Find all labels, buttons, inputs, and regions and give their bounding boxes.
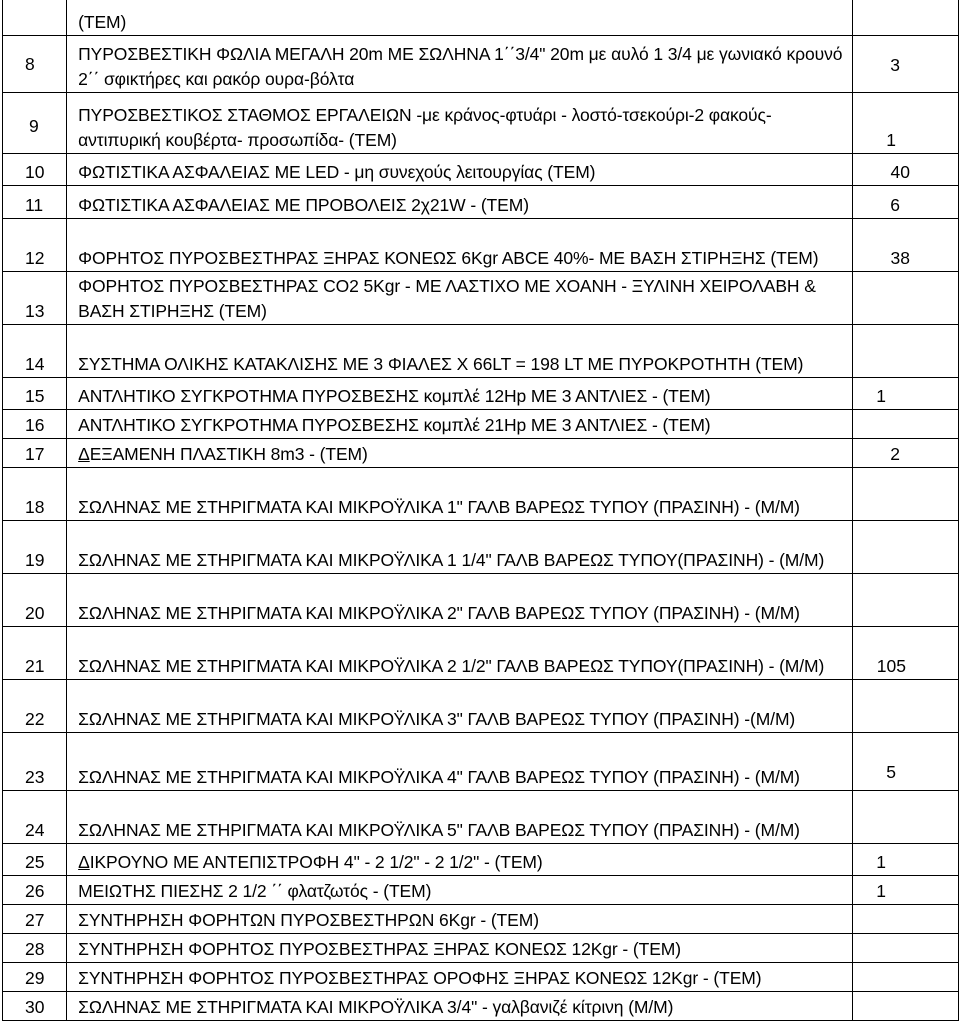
item-number-cell: 23	[3, 733, 67, 791]
table-row	[3, 378, 959, 410]
item-description-cell: ΣΥΝΤΗΡΗΣΗ ΦΟΡΗΤΟΣ ΠΥΡΟΣΒΕΣΤΗΡΑΣ ΟΡΟΦΗΣ ΞΗΡΑΣ ΚΟΝΕΩΣ 12Kgr - (ΤΕΜ)	[67, 963, 853, 992]
item-number-cell: 11	[3, 186, 67, 219]
item-quantity-cell	[852, 272, 958, 325]
item-description-cell: ΦΟΡΗΤΟΣ ΠΥΡΟΣΒΕΣΤΗΡΑΣ CO2 5Kgr - ΜΕ ΛΑΣΤΙΧΟ ΜΕ ΧΟΑΝΗ - ΞΥΛΙΝΗ ΧΕΙΡΟΛΑΒΗ & ΒΑΣΗ ΣΤΙΡΗΞΗΣ (ΤΕΜ)	[67, 272, 853, 325]
item-quantity-cell	[852, 934, 958, 963]
item-number-cell: 10	[3, 154, 67, 186]
item-number-cell: 22	[3, 680, 67, 733]
item-description-cell: ΑΝΤΛΗΤΙΚΟ ΣΥΓΚΡΟΤΗΜΑ ΠΥΡΟΣΒΕΣΗΣ κομπλέ 12Hp ΜΕ 3 ΑΝΤΛΙΕΣ - (ΤΕΜ)	[67, 378, 853, 410]
item-number-cell: 18	[3, 468, 67, 521]
item-quantity-cell	[852, 410, 958, 439]
item-description-cell: ΠΥΡΟΣΒΕΣΤΙΚΗ ΦΩΛΙΑ ΜΕΓΑΛΗ 20m ΜΕ ΣΩΛΗΝΑ 1΄΄3/4" 20m με αυλό 1 3/4 με γωνιακό κρουνό 2΄΄ σφικτήρες και ρακόρ ουρα-βόλτα	[67, 36, 853, 93]
item-quantity-cell	[852, 325, 958, 378]
table-row	[3, 468, 959, 521]
item-quantity-cell: 1	[852, 876, 958, 905]
item-description-cell: ΣΩΛΗΝΑΣ ΜΕ ΣΤΗΡΙΓΜΑΤΑ ΚΑΙ ΜΙΚΡΟΫΛΙΚΑ 2 1/2" ΓΑΛΒ ΒΑΡΕΩΣ ΤΥΠΟΥ(ΠΡΑΣΙΝΗ) - (Μ/Μ)	[67, 627, 853, 680]
item-quantity-cell: 2	[852, 439, 958, 468]
table-row	[3, 410, 959, 439]
item-description-cell: ΣΩΛΗΝΑΣ ΜΕ ΣΤΗΡΙΓΜΑΤΑ ΚΑΙ ΜΙΚΡΟΫΛΙΚΑ 1" ΓΑΛΒ ΒΑΡΕΩΣ ΤΥΠΟΥ (ΠΡΑΣΙΝΗ) - (Μ/Μ)	[67, 468, 853, 521]
table-row	[3, 627, 959, 680]
item-number-cell: 25	[3, 844, 67, 876]
item-quantity-cell	[852, 680, 958, 733]
item-description-cell: ΦΩΤΙΣΤΙΚΑ ΑΣΦΑΛΕΙΑΣ ΜΕ LED - μη συνεχούς λειτουργίας (ΤΕΜ)	[67, 154, 853, 186]
item-number-cell: 30	[3, 992, 67, 1021]
table-row	[3, 0, 959, 36]
item-description-cell: ΦΩΤΙΣΤΙΚΑ ΑΣΦΑΛΕΙΑΣ ΜΕ ΠΡΟΒΟΛΕΙΣ 2χ21W - (ΤΕΜ)	[67, 186, 853, 219]
item-description-cell: ΣΩΛΗΝΑΣ ΜΕ ΣΤΗΡΙΓΜΑΤΑ ΚΑΙ ΜΙΚΡΟΫΛΙΚΑ 3" ΓΑΛΒ ΒΑΡΕΩΣ ΤΥΠΟΥ (ΠΡΑΣΙΝΗ) -(Μ/Μ)	[67, 680, 853, 733]
item-number-cell: 29	[3, 963, 67, 992]
table-row	[3, 93, 959, 154]
item-quantity-cell	[852, 521, 958, 574]
table-row	[3, 844, 959, 876]
item-quantity-cell: 40	[852, 154, 958, 186]
item-number-cell: 9	[3, 93, 67, 154]
item-quantity-cell: 6	[852, 186, 958, 219]
item-quantity-cell: 1	[852, 378, 958, 410]
table-row	[3, 963, 959, 992]
item-description-cell: ΔΕΞΑΜΕΝΗ ΠΛΑΣΤΙΚΗ 8m3 - (ΤΕΜ)	[67, 439, 853, 468]
item-number-cell: 14	[3, 325, 67, 378]
item-quantity-cell	[852, 791, 958, 844]
item-quantity-cell: 1	[852, 844, 958, 876]
item-number-cell: 17	[3, 439, 67, 468]
item-description-cell: (ΤΕΜ)	[67, 0, 853, 36]
table-row	[3, 154, 959, 186]
item-number-cell: 21	[3, 627, 67, 680]
item-number-cell: 8	[3, 36, 67, 93]
table-row	[3, 521, 959, 574]
item-number-cell: 24	[3, 791, 67, 844]
table-row	[3, 733, 959, 791]
item-number-cell: 15	[3, 378, 67, 410]
table-row	[3, 791, 959, 844]
item-number-cell: 19	[3, 521, 67, 574]
table-row	[3, 905, 959, 934]
item-number-cell: 26	[3, 876, 67, 905]
item-quantity-cell	[852, 905, 958, 934]
item-number-cell: 16	[3, 410, 67, 439]
items-table	[2, 0, 959, 1021]
item-quantity-cell: 105	[852, 627, 958, 680]
item-description-cell: ΣΩΛΗΝΑΣ ΜΕ ΣΤΗΡΙΓΜΑΤΑ ΚΑΙ ΜΙΚΡΟΫΛΙΚΑ 5" ΓΑΛΒ ΒΑΡΕΩΣ ΤΥΠΟΥ (ΠΡΑΣΙΝΗ) - (Μ/Μ)	[67, 791, 853, 844]
item-number-cell: 13	[3, 272, 67, 325]
item-description-cell: ΑΝΤΛΗΤΙΚΟ ΣΥΓΚΡΟΤΗΜΑ ΠΥΡΟΣΒΕΣΗΣ κομπλέ 21Hp ΜΕ 3 ΑΝΤΛΙΕΣ - (ΤΕΜ)	[67, 410, 853, 439]
item-description-cell: ΦΟΡΗΤΟΣ ΠΥΡΟΣΒΕΣΤΗΡΑΣ ΞΗΡΑΣ ΚΟΝΕΩΣ 6Kgr ABCE 40%- ΜΕ ΒΑΣΗ ΣΤΙΡΗΞΗΣ (ΤΕΜ)	[67, 219, 853, 272]
item-quantity-cell: 3	[852, 36, 958, 93]
table-row	[3, 36, 959, 93]
table-row	[3, 439, 959, 468]
item-quantity-cell	[852, 574, 958, 627]
item-quantity-cell	[852, 963, 958, 992]
item-quantity-cell: 5	[852, 733, 958, 791]
table-row	[3, 934, 959, 963]
item-description-cell: ΠΥΡΟΣΒΕΣΤΙΚΟΣ ΣΤΑΘΜΟΣ ΕΡΓΑΛΕΙΩΝ -με κράνος-φτυάρι - λοστό-τσεκούρι-2 φακούς-αντιπυρική κουβέρτα- προσωπίδα- (ΤΕΜ)	[67, 93, 853, 154]
item-number-cell	[3, 0, 67, 36]
item-quantity-cell: 38	[852, 219, 958, 272]
table-row	[3, 574, 959, 627]
table-row	[3, 680, 959, 733]
table-row	[3, 272, 959, 325]
item-number-cell: 12	[3, 219, 67, 272]
item-quantity-cell	[852, 468, 958, 521]
item-number-cell: 20	[3, 574, 67, 627]
item-description-cell: ΣΥΝΤΗΡΗΣΗ ΦΟΡΗΤΟΣ ΠΥΡΟΣΒΕΣΤΗΡΑΣ ΞΗΡΑΣ ΚΟΝΕΩΣ 12Kgr - (ΤΕΜ)	[67, 934, 853, 963]
item-description-cell: ΣΩΛΗΝΑΣ ΜΕ ΣΤΗΡΙΓΜΑΤΑ ΚΑΙ ΜΙΚΡΟΫΛΙΚΑ 1 1/4" ΓΑΛΒ ΒΑΡΕΩΣ ΤΥΠΟΥ(ΠΡΑΣΙΝΗ) - (Μ/Μ)	[67, 521, 853, 574]
table-row	[3, 186, 959, 219]
item-description-cell: ΜΕΙΩΤΗΣ ΠΙΕΣΗΣ 2 1/2 ΄΄ φλατζωτός - (ΤΕΜ)	[67, 876, 853, 905]
item-description-cell: ΔΙΚΡΟΥΝΟ ΜΕ ΑΝΤΕΠΙΣΤΡΟΦΗ 4" - 2 1/2" - 2 1/2" - (ΤΕΜ)	[67, 844, 853, 876]
table-row	[3, 325, 959, 378]
item-description-cell: ΣΩΛΗΝΑΣ ΜΕ ΣΤΗΡΙΓΜΑΤΑ ΚΑΙ ΜΙΚΡΟΫΛΙΚΑ 3/4" - γαλβανιζέ κίτρινη (Μ/Μ)	[67, 992, 853, 1021]
table-row	[3, 876, 959, 905]
item-quantity-cell	[852, 992, 958, 1021]
item-quantity-cell	[852, 0, 958, 36]
item-number-cell: 28	[3, 934, 67, 963]
item-description-cell: ΣΥΣΤΗΜΑ ΟΛΙΚΗΣ ΚΑΤΑΚΛΙΣΗΣ ΜΕ 3 ΦΙΑΛΕΣ Χ 66LT = 198 LT ΜΕ ΠΥΡΟΚΡΟΤΗΤΗ (ΤΕΜ)	[67, 325, 853, 378]
item-description-cell: ΣΩΛΗΝΑΣ ΜΕ ΣΤΗΡΙΓΜΑΤΑ ΚΑΙ ΜΙΚΡΟΫΛΙΚΑ 4" ΓΑΛΒ ΒΑΡΕΩΣ ΤΥΠΟΥ (ΠΡΑΣΙΝΗ) - (Μ/Μ)	[67, 733, 853, 791]
table-row	[3, 219, 959, 272]
item-description-cell: ΣΥΝΤΗΡΗΣΗ ΦΟΡΗΤΩΝ ΠΥΡΟΣΒΕΣΤΗΡΩΝ 6Kgr - (ΤΕΜ)	[67, 905, 853, 934]
item-number-cell: 27	[3, 905, 67, 934]
item-quantity-cell: 1	[852, 93, 958, 154]
item-description-cell: ΣΩΛΗΝΑΣ ΜΕ ΣΤΗΡΙΓΜΑΤΑ ΚΑΙ ΜΙΚΡΟΫΛΙΚΑ 2" ΓΑΛΒ ΒΑΡΕΩΣ ΤΥΠΟΥ (ΠΡΑΣΙΝΗ) - (Μ/Μ)	[67, 574, 853, 627]
table-row	[3, 992, 959, 1021]
